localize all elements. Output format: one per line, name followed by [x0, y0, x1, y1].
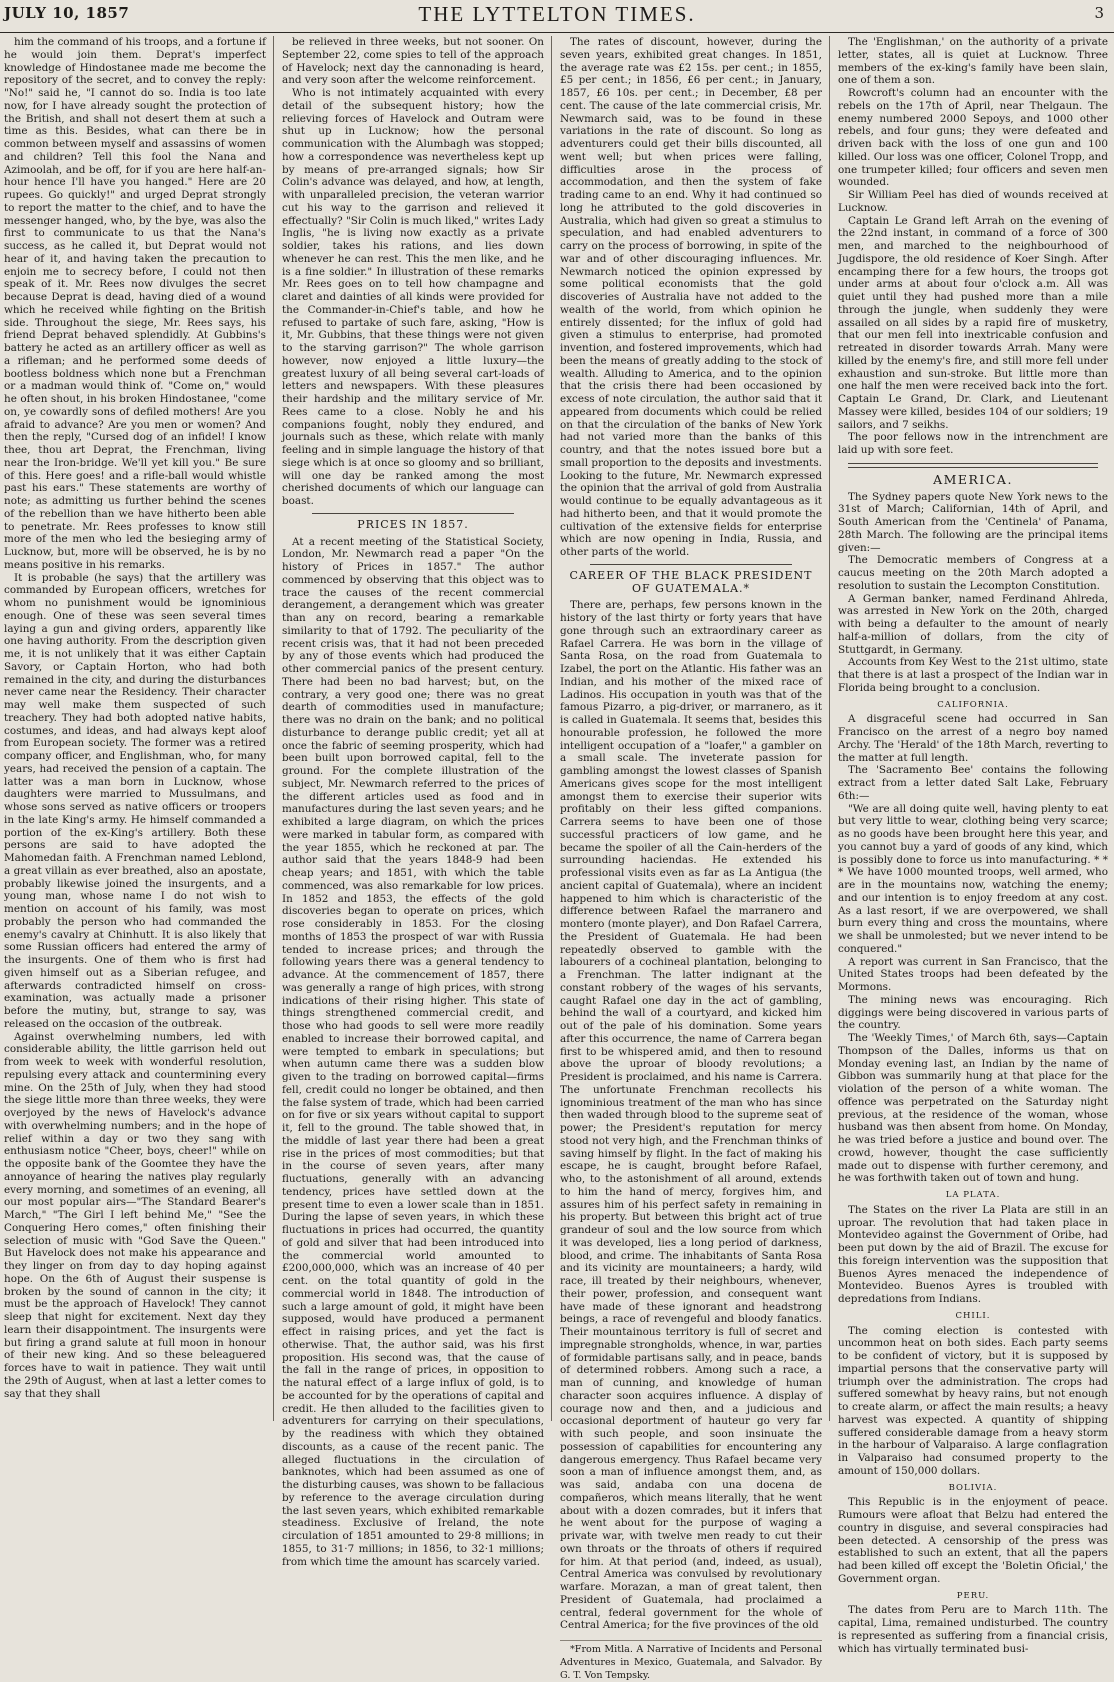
paragraph: Accounts from Key West to the 21st ultimo, state that there is at last a prospect of the Indian war in Florida being brought to a conclusion.	[838, 656, 1108, 694]
section-heading-career: CAREER OF THE BLACK PRESIDENT OF GUATEMALA.*	[569, 568, 813, 595]
section-subheading-bolivia: BOLIVIA.	[948, 1482, 998, 1493]
paragraph: Against overwhelming numbers, led with considerable ability, the little garrison held out from week to week with wonderful resolution, repulsing every attack and countermining every mine. On the 25th of July, when they had stood the siege little more than three weeks, they were overjoyed by the news of Havelock's advance with overwhelming numbers; and in the hope of relief within a day or two they sang with enthusiasm notice "Cheer, boys, cheer!" while on the opposite bank of the Goomtee they have the annoyance of hearing the natives play regularly every morning, and sometimes of an evening, all our most popular airs—"The Standard Bearer's March," "The Girl I left behind Me," "See the Conquering Hero comes," often finishing their selection of music with "God Save the Queen." But Havelock does not make his appearance and they linger on from day to day hoping against hope. On the 6th of August their suspense is broken by the sound of cannon in the city; it must be the approach of Havelock! They cannot sleep that night for excitement. Next day they learn their disappointment. The insurgents were but firing a grand salute at full moon in honour of their new king. And so these beleaguered forces have to wait in patience. They wait until the 29th of August, when at last a letter comes to say that they shall	[4, 1030, 266, 1400]
masthead	[0, 0, 1114, 33]
paragraph: The rates of discount, however, during the seven years, exhibited great changes. In 1851, the average rate was £2 15s. per cent.; in 1855, £5 per cent.; in 1856, £6 per cent.; in January, 1857, £6 10s. per cent.; in December, £8 per cent. The cause of the late commercial crisis, Mr. Newmarch said, was to be found in these variations in the rate of discount. So long as adventurers could get their bills discounted, all went well; but when prices were falling, difficulties arose in the process of accommodation, and then the system of fake trading came to an end. Why it had continued so long he attributed to the gold discoveries in Australia, which had given so great a stimulus to speculation, and had enabled adventurers to carry on the process of borrowing, in spite of the war and of other discouraging influences. Mr. Newmarch noticed the opinion expressed by some political economists that the gold discoveries of Australia have not added to the wealth of the world, from which opinion he entirely dissented; for the influx of gold had given a stimulus to enterprise, had promoted invention, and fostered improvements, which had been the means of greatly adding to the stock of wealth. Alluding to America, and to the opinion that the crisis there had been occasioned by excess of note circulation, the author said that it appeared from documents which could be relied on that the circulation of the banks of New York had not varied more than the banks of this country, and that the notes issued bore but a small proportion to the deposits and investments. Looking to the future, Mr. Newmarch expressed the opinion that the arrival of gold from Australia would continue to be equally advantageous as it had hitherto been, and that it would promote the cultivation of the extensive fields for enterprise which are now opening in India, Russia, and other parts of the world.	[560, 36, 822, 558]
paragraph: A disgraceful scene had occurred in San Francisco on the arrest of a negro boy named Archy. The 'Herald' of the 18th March, reverting to the matter at full length.	[838, 713, 1108, 764]
paragraph: The 'Sacramento Bee' contains the following extract from a letter dated Salt Lake, February 6th:—	[838, 764, 1108, 802]
paragraph: Captain Le Grand left Arrah on the evening of the 22nd instant, in command of a force of 300 men, and marched to the neighbourhood of Jugdispore, the old residence of Koer Singh. After encamping there for a few hours, the troops got under arms at about four o'clock a.m. All was quiet until they had pushed more than a mile through the jungle, when suddenly they were assailed on all sides by a rapid fire of musketry, that our men fell into inextricable confusion and retreated in disorder towards Arrah. Many were killed by the enemy's fire, and still more fell under exhaustion and sun-stroke. But little more than one half the men were received back into the fort. Captain Le Grand, Dr. Clark, and Lieutenant Massey were killed, besides 104 of our soldiers; 19 sailors, and 7 seikhs.	[838, 214, 1108, 431]
paragraph: Rowcroft's column had an encounter with the rebels on the 17th of April, near Thelgaun. The enemy numbered 2000 Sepoys, and 1000 other rebels, and four guns; they were defeated and driven back with the loss of one gun and 100 killed. Our loss was one officer, Colonel Tropp, and one trumpeter killed; four officers and seven men wounded.	[838, 87, 1108, 189]
paragraph: The coming election is contested with uncommon heat on both sides. Each party seems to be confident of victory, but it is supposed by impartial persons that the conservative party will triumph over the administration. The crops had suffered somewhat by heavy rains, but not enough to create alarm, or affect the main results; a heavy harvest was expected. A quantity of shipping suffered considerable damage from a heavy storm in the harbour of Valparaiso. A large conflagration in Valparaiso had consumed property to the amount of 150,000 dollars.	[838, 1324, 1108, 1477]
section-subheading-peru: PERU.	[956, 1590, 990, 1601]
paragraph: The poor fellows now in the intrenchment are laid up with sore feet.	[838, 431, 1108, 456]
paragraph: The States on the river La Plata are still in an uproar. The revolution that had taken place in Montevideo against the Government of Oribe, had been put down by the aid of Brazil. The excuse for this foreign intervention was the supposition that Buenos Ayres menaced the independence of Montevideo. Buenos Ayres is troubled with depredations from Indians.	[838, 1203, 1108, 1305]
paragraph: The dates from Peru are to March 11th. The capital, Lima, remained undisturbed. The country is represented as suffering from a financial crisis, which has virtually terminated busi-	[838, 1604, 1108, 1655]
paragraph: The 'Weekly Times,' of March 6th, says—Captain Thompson of the Dalles, informs us that on Monday evening last, an Indian by the name of Gibbon was summarily hung at that place for the violation of the person of a white woman. The offence was perpetrated on the Saturday night previous, at the residence of the woman, whose husband was then absent from home. On Monday, he was tried before a justice and bound over. The crowd, however, thought the case sufficiently made out to dispense with further ceremony, and he was forthwith taken out of town and hung.	[838, 1032, 1108, 1185]
divider	[590, 564, 792, 565]
column-rule	[829, 36, 830, 1421]
paragraph: The mining news was encouraging. Rich diggings were being discovered in various parts of the country.	[838, 993, 1108, 1032]
divider	[312, 513, 514, 514]
column-rule	[551, 36, 552, 1421]
footnote: *From Mitla. A Narrative of Incidents and Personal Adventures in Mexico, Guatemala, and Salvador. By G. T. Von Tempsky.	[560, 1640, 822, 1682]
paragraph: This Republic is in the enjoyment of peace. Rumours were afloat that Belzu had entered the country in disguise, and several conspiracies had been detected. A censorship of the press was established to such an extent, that all the papers had been killed off except the 'Boletin Oficial,' the Government organ.	[838, 1496, 1108, 1585]
section-subheading-chili: CHILI.	[955, 1310, 991, 1321]
paragraph: At a recent meeting of the Statistical Society, London, Mr. Newmarch read a paper "On the history of Prices in 1857." The author commenced by observing that this object was to trace the causes of the recent commercial derangement, a derangement which was greater than any on record, bearing a remarkable similarity to that of 1792. The peculiarity of the recent crisis was, that it had not been preceded by any of those events which had produced the other commercial panics of the present century. There had been no bad harvest; but, on the contrary, a very good one; there was no great dearth of commodities used in manufacture; there was no drain on the bank; and no political disturbance to derange public credit; yet all at once the fabric of seeming prosperity, which had been built upon borrowed capital, fell to the ground. For the complete illustration of the subject, Mr. Newmarch referred to the prices of the different articles used as food and in manufactures during the last seven years; and he exhibited a large diagram, on which the prices were marked in tabular form, as compared with the year 1855, which he reckoned at par. The author said that the years 1848-9 had been cheap years; and 1851, with which the table commenced, was also remarkable for low prices. In 1852 and 1853, the effects of the gold discoveries began to operate on prices, which rose considerably in 1853. For the closing months of 1853 the prospect of war with Russia tended to increase prices; and through the following years there was a general tendency to advance. At the commencement of 1857, there was generally a range of high prices, with strong indications of their rising higher. This state of things strengthened commercial credit, and those who had goods to sell were more readily enabled to increase their borrowed capital, and were tempted to embark in speculations; but when autumn came there was a sudden blow given to the trading on borrowed capital—firms fell, credit could no longer be obtained, and then the false system of trade, which had been carried on for five or six years without capital to support it, fell to the ground. The table showed that, in the middle of last year there had been a great rise in the prices of most commodities; but that in the course of seven years, after many fluctuations, generally with an advancing tendency, prices have settled down at the present time to even a lower scale than in 1851. During the lapse of seven years, in which these fluctuations in prices had occurred, the quantity of gold and silver that had been introduced into the commercial world amounted to £200,000,000, which was an increase of 40 per cent. on the total quantity of gold in the commercial world in 1848. The introduction of such a large amount of gold, it might have been supposed, would have produced a permanent effect in raising prices, and yet the fact is otherwise. That, the author said, was his first proposition. His second was, that the cause of the fall in the range of prices, in opposition to the natural effect of a large influx of gold, is to be accounted for by the operations of capital and credit. He then alluded to the facilities given to adventurers for carrying on their speculations, by the readiness with which they obtained discounts, as a cause of the recent panic. The alleged fluctuations in the circulation of banknotes, which had been assumed as one of the disturbing causes, was shown to be fallacious by reference to the average circulation during the last seven years, which exhibited remarkable steadiness. Exclusive of Ireland, the note circulation of 1851 amounted to 29·8 millions; in 1855, to 31·7 millions; in 1856, to 32·1 millions; from which time the amount has scarcely varied.	[282, 535, 544, 1568]
divider	[848, 463, 1098, 468]
column-1	[4, 36, 266, 1421]
section-heading-america: AMERICA.	[933, 471, 1013, 487]
paragraph: him the command of his troops, and a fortune if he would join them. Deprat's imperfect knowledge of Hindostanee made me become the repository of the secret, and to convey the reply: "No!" said he, "I cannot do so. India is too late now, for I have already sought the protection of the British, and shall not desert them at such a time as this. Besides, what can there be in common between myself and assassins of women and children? Tell this fool the Nana and Azimoolah, and be off, for if you are here half-an-hour hence I'll have you hanged." Here are 20 rupees. Go quickly!" and urged Deprat strongly to report the matter to the chief, and to have the messenger hanged, who, by the bye, was also the first to communicate to us that the Nana's success, as he called it, but Deprat would not hear of it, and having taken the precaution to enjoin me to secrecy before, I could not then speak of it. Mr. Rees now divulges the secret because Deprat is dead, having died of a wound which he received while fighting on the British side. Throughout the siege, Mr. Rees says, his friend Deprat behaved splendidly. At Gubbins's battery he acted as an artillery officer as well as a rifleman; and he performed some deeds of bootless boldness which none but a Frenchman or a madman would think of. "Come on," would he often shout, in his broken Hindostanee, "come on, ye cowardly sons of defiled mothers! Are you afraid to advance? Are you men or women? And then the reply, "Cursed dog of an infidel! I know thee, thou art Deprat, the Frenchman, living near the Iron-bridge. We'll yet kill you." Be sure of this. Here goes! and a rifle-ball would whistle past his ears." These statements are worthy of note; as admitting us further behind the scenes of the rebellion than we have hitherto been able to penetrate. Mr. Rees professes to know still more of the men who led the besieging army of Lucknow, but, more will be observed, he is by no means positive in his remarks.	[4, 36, 266, 571]
paragraph: It is probable (he says) that the artillery was commanded by European officers, wretches for whom no punishment would be ignominious enough. One of these was seen several times laying a gun and giving orders, apparently like one having authority. From the description given me, it is not unlikely that it was either Captain Savory, or Captain Horton, who had both remained in the city, and during the disturbances never came near the Residency. Their character may well make them suspected of such treachery. They had both adopted native habits, costumes, and ideas, and had always kept aloof from European society. The former was a retired company officer, and Englishman, who, for many years, had received the pension of a captain. The latter was a man born in Lucknow, whose daughters were married to Mussulmans, and whose sons served as native officers or troopers in the late King's army. He himself commanded a portion of the ex-King's artillery. Both these persons are said to have adopted the Mahomedan faith. A Frenchman named Leblond, a great villain as ever breathed, also an apostate, probably likewise joined the insurgents, and a young man, whose name I do not wish to mention on account of his family, was most probably the person who had commanded the enemy's cavalry at Chinhutt. It is also likely that some Russian officers had entered the army of the insurgents. One of them who is first had given himself out as a Siberian refugee, and afterwards contradicted himself on cross-examination, was actually made a prisoner before the mutiny, but, strange to say, was released on the occasion of the outbreak.	[4, 571, 266, 1030]
column-rule	[273, 36, 274, 1421]
paragraph: Who is not intimately acquainted with every detail of the subsequent history; how the relieving forces of Havelock and Outram were shut up in Lucknow; how the personal communication with the Alumbagh was stopped; how a correspondence was nevertheless kept up by means of pre-arranged signals; how Sir Colin's advance was delayed, and how, at length, with unparalleled precision, the veteran warrior cut his way to the garrison and relieved it effectually? "Sir Colin is much liked," writes Lady Inglis, "he is living now exactly as a private soldier, takes his rations, and lies down whenever he can rest. This the men like, and he is a fine soldier." In illustration of these remarks Mr. Rees goes on to tell how champagne and claret and dainties of all kinds were provided for the Commander-in-Chief's table, and how he refused to partake of such fare, asking, "How is it, Mr. Gubbins, that these things were not given to the starving garrison?" The whole garrison however, now enjoyed a little luxury—the greatest luxury of all being several cart-loads of letters and newspapers. With these pleasures their hardship and the military service of Mr. Rees came to a close. Nobly he and his companions fought, nobly they endured, and journals such as these, which relate with manly feeling and in simple language the history of that siege which is at once so gloomy and so brilliant, will one day be ranked among the most cherished documents of which our language can boast.	[282, 87, 544, 507]
column-3	[560, 36, 822, 1681]
paragraph: Sir William Peel has died of wounds received at Lucknow.	[838, 189, 1108, 214]
column-2	[282, 36, 544, 1568]
paragraph: The Democratic members of Congress at a caucus meeting on the 20th March adopted a resolution to sustain the Lecompton Constitution.	[838, 554, 1108, 592]
paragraph: A German banker, named Ferdinand Ahlreda, was arrested in New York on the 20th, charged with being a defaulter to the amount of nearly half-a-million of dollars, from the city of Stuttgardt, in Germany.	[838, 592, 1108, 656]
paragraph: There are, perhaps, few persons known in the history of the last thirty or forty years that have gone through such an extraordinary career as Rafael Carrera. He was born in the village of Santa Rosa, on the road from Guatemala to Izabel, the port on the Atlantic. His father was an Indian, and his mother of the mixed race of Ladinos. His occupation in youth was that of the famous Pizarro, a pig-driver, or marranero, as it is called in Guatemala. It seems that, besides this honourable profession, he followed the more intelligent occupation of a "loafer," a gambler on a small scale. The inveterate passion for gambling amongst the lowest classes of Spanish Americans gives scope for the most intelligent amongst them to exercise their superior wits profitably on their less gifted companions. Carrera seems to have been one of those successful practicers of low game, and he became the spoiler of all the Cain-herders of the surrounding haciendas. He extended his professional visits even as far as La Antigua (the ancient capital of Guatemala), where an incident happened to him which is characteristic of the difference between Rafael the marranero and montero (monte player), and Don Rafael Carrera, the President of Guatemala. He had been repeatedly observed to gamble with the labourers of a cochineal plantation, belonging to a Frenchman. The latter indignant at the constant robbery of the wages of his servants, caught Rafael one day in the act of gambling, behind the wall of a courtyard, and kicked him out of the pale of his domination. Some years after this occurrence, the name of Carrera began first to be whispered amid, and then to resound above the uproar of bloody revolutions; a President is proclaimed, and his name is Carrera. The unfortunate Frenchman recollects his ignominious treatment of the man who has since then waded through blood to the supreme seat of power; the President's reputation for mercy stood not very high, and the Frenchman thinks of saving himself by flight. In the fact of making his escape, he is caught, brought before Rafael, who, to the astonishment of all around, extends to him the hand of mercy, forgives him, and assures him of his perfect safety in remaining in his property. But between this bright act of true grandeur of soul and the low source from which it was developed, lies a long period of darkness, blood, and crime. The inhabitants of Santa Rosa and its vicinity are mountaineers; a hardy, wild race, ill treated by their neighbours, whenever, their power, profession, and consequent want have made of these ignorant and headstrong beings, a race of revengeful and bloody fanatics. Their mountainous territory is full of secret and impregnable strongholds, whence, in war, parties of formidable partisans sally, and in peace, bands of determined robbers. Among such a race, a man of cunning, and knowledge of human character soon acquires influence. A display of courage now and then, and a judicious and occasional deportment of hauteur go very far with such people, and soon insinuate the possession of capabilities for encountering any dangerous emergency. Thus Rafael became very soon a man of influence amongst them, and, as was said, andaba con una docena de compañeros, which means literally, that he went about with a dozen comrades, but it infers that he went about for the purpose of waging a private war, with twelve men ready to cut their own throats or the throats of others if required for him. At that period (and, indeed, as usual), Central America was convulsed by revolutionary warfare. Morazan, a man of great talent, then President of Guatemala, had proclaimed a central, federal government for the whole of Central America; for the five provinces of the old	[560, 599, 822, 1632]
issue-date: JULY 10, 1857	[4, 4, 130, 22]
section-heading-prices: PRICES IN 1857.	[357, 517, 469, 531]
column-4-content	[838, 36, 1108, 1655]
paragraph: The Sydney papers quote New York news to the 31st of March; Californian, 14th of April, and South American from the 'Centinela' of Panama, 28th March. The following are the principal items given:—	[838, 490, 1108, 554]
paragraph: A report was current in San Francisco, that the United States troops had been defeated by the Mormons.	[838, 955, 1108, 993]
section-subheading-california: CALIFORNIA.	[937, 699, 1009, 710]
newspaper-title: THE LYTTELTON TIMES.	[418, 2, 696, 26]
paragraph: "We are all doing quite well, having plenty to eat but very little to wear, clothing being very scarce; as no goods have been brought here this year, and you cannot buy a yard of goods of any kind, which is possibly done to force us into manufacturing. * * * We have 1000 mounted troops, well armed, who are in the mountains now, watching the enemy; and our intention is to enjoy freedom at any cost. As a last resort, if we are overpowered, we shall burn every thing and cross the mountains, where we shall be unmolested; but we never intend to be conquered."	[838, 802, 1108, 955]
paragraph: The 'Englishman,' on the authority of a private letter, states, all is quiet at Lucknow. Three members of the ex-king's family have been slain, one of them a son.	[838, 36, 1108, 87]
page-number: 3	[1094, 4, 1104, 22]
paragraph: be relieved in three weeks, but not sooner. On September 22, come spies to tell of the approach of Havelock; next day the cannonading is heard, and very soon after the welcome reinforcement.	[282, 36, 544, 87]
section-subheading-la-plata: LA PLATA.	[945, 1190, 1001, 1200]
